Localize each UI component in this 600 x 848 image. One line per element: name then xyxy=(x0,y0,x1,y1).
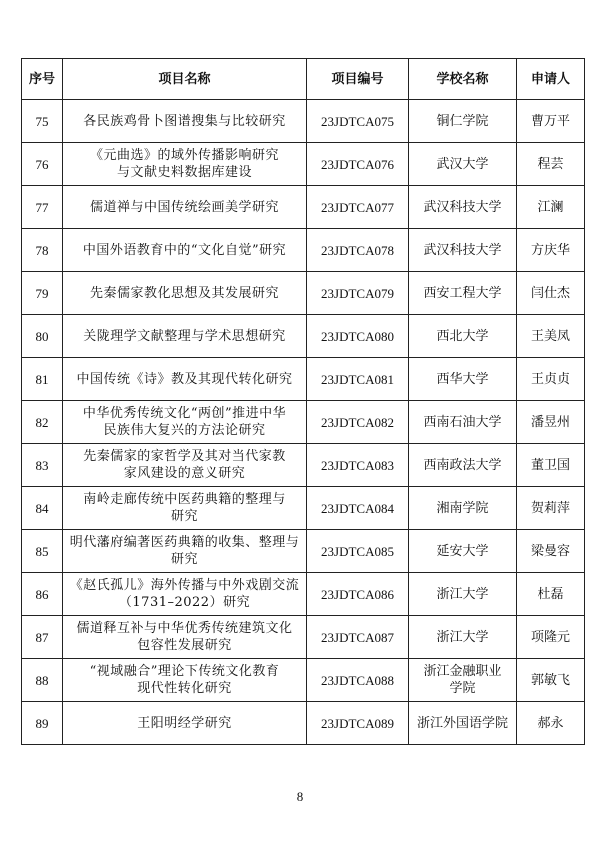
cell-applicant: 程芸 xyxy=(517,143,585,186)
table-row xyxy=(22,358,585,401)
cell-project-code: 23JDTCA078 xyxy=(307,229,409,272)
cell-applicant: 贺莉萍 xyxy=(517,487,585,530)
cell-school: 湘南学院 xyxy=(409,487,517,530)
cell-num: 78 xyxy=(22,229,63,272)
cell-applicant: 王贞贞 xyxy=(517,358,585,401)
table-body xyxy=(22,100,585,745)
cell-num: 83 xyxy=(22,444,63,487)
cell-school: 西华大学 xyxy=(409,358,517,401)
cell-num: 86 xyxy=(22,573,63,616)
table-row xyxy=(22,702,585,745)
cell-school: 浙江大学 xyxy=(409,573,517,616)
cell-applicant: 曹万平 xyxy=(517,100,585,143)
cell-school: 铜仁学院 xyxy=(409,100,517,143)
header-code: 项目编号 xyxy=(307,59,409,100)
cell-project-code: 23JDTCA081 xyxy=(307,358,409,401)
cell-num: 77 xyxy=(22,186,63,229)
table-row xyxy=(22,444,585,487)
cell-school: 浙江大学 xyxy=(409,616,517,659)
cell-school: 西安工程大学 xyxy=(409,272,517,315)
cell-applicant: 董卫国 xyxy=(517,444,585,487)
cell-school: 西南石油大学 xyxy=(409,401,517,444)
cell-num: 82 xyxy=(22,401,63,444)
cell-num: 88 xyxy=(22,659,63,702)
cell-applicant: 王美凤 xyxy=(517,315,585,358)
cell-project-code: 23JDTCA079 xyxy=(307,272,409,315)
cell-project-name: 王阳明经学研究 xyxy=(63,702,307,745)
cell-applicant: 闫仕杰 xyxy=(517,272,585,315)
cell-project-name: 《赵氏孤儿》海外传播与中外戏剧交流 （1731–2022）研究 xyxy=(63,573,307,616)
cell-project-code: 23JDTCA076 xyxy=(307,143,409,186)
cell-project-code: 23JDTCA083 xyxy=(307,444,409,487)
table-row xyxy=(22,530,585,573)
cell-project-name: 儒道释互补与中华优秀传统建筑文化 包容性发展研究 xyxy=(63,616,307,659)
cell-school: 武汉科技大学 xyxy=(409,229,517,272)
cell-project-code: 23JDTCA082 xyxy=(307,401,409,444)
cell-project-name: 中国外语教育中的“文化自觉”研究 xyxy=(63,229,307,272)
cell-project-name: 明代藩府编著医药典籍的收集、整理与 研究 xyxy=(63,530,307,573)
cell-project-code: 23JDTCA089 xyxy=(307,702,409,745)
cell-school: 武汉科技大学 xyxy=(409,186,517,229)
cell-project-name: 先秦儒家教化思想及其发展研究 xyxy=(63,272,307,315)
cell-num: 79 xyxy=(22,272,63,315)
cell-applicant: 郝永 xyxy=(517,702,585,745)
table-row xyxy=(22,616,585,659)
cell-school: 浙江外国语学院 xyxy=(409,702,517,745)
header-applicant: 申请人 xyxy=(517,59,585,100)
cell-num: 89 xyxy=(22,702,63,745)
cell-project-code: 23JDTCA077 xyxy=(307,186,409,229)
cell-applicant: 梁曼容 xyxy=(517,530,585,573)
cell-project-name: 关陇理学文献整理与学术思想研究 xyxy=(63,315,307,358)
cell-applicant: 潘昱州 xyxy=(517,401,585,444)
cell-project-code: 23JDTCA087 xyxy=(307,616,409,659)
cell-applicant: 杜磊 xyxy=(517,573,585,616)
cell-school: 武汉大学 xyxy=(409,143,517,186)
cell-num: 84 xyxy=(22,487,63,530)
cell-project-name: 中国传统《诗》教及其现代转化研究 xyxy=(63,358,307,401)
cell-project-name: “视域融合”理论下传统文化教育 现代性转化研究 xyxy=(63,659,307,702)
cell-num: 81 xyxy=(22,358,63,401)
cell-num: 80 xyxy=(22,315,63,358)
cell-num: 75 xyxy=(22,100,63,143)
cell-school: 西北大学 xyxy=(409,315,517,358)
cell-project-name: 先秦儒家的家哲学及其对当代家教 家风建设的意义研究 xyxy=(63,444,307,487)
cell-project-code: 23JDTCA085 xyxy=(307,530,409,573)
cell-project-code: 23JDTCA080 xyxy=(307,315,409,358)
cell-num: 87 xyxy=(22,616,63,659)
table-row xyxy=(22,229,585,272)
table-row xyxy=(22,100,585,143)
cell-project-code: 23JDTCA075 xyxy=(307,100,409,143)
project-table xyxy=(21,58,585,745)
cell-applicant: 方庆华 xyxy=(517,229,585,272)
table-row xyxy=(22,143,585,186)
cell-num: 85 xyxy=(22,530,63,573)
cell-project-code: 23JDTCA086 xyxy=(307,573,409,616)
header-num: 序号 xyxy=(22,59,63,100)
cell-project-name: 儒道禅与中国传统绘画美学研究 xyxy=(63,186,307,229)
cell-project-name: 各民族鸡骨卜图谱搜集与比较研究 xyxy=(63,100,307,143)
cell-project-code: 23JDTCA084 xyxy=(307,487,409,530)
header-name: 项目名称 xyxy=(63,59,307,100)
cell-school: 西南政法大学 xyxy=(409,444,517,487)
cell-applicant: 项隆元 xyxy=(517,616,585,659)
header-school: 学校名称 xyxy=(409,59,517,100)
table-row xyxy=(22,573,585,616)
table-header-row xyxy=(22,59,585,100)
cell-num: 76 xyxy=(22,143,63,186)
page-number: 8 xyxy=(296,789,304,804)
table-row xyxy=(22,659,585,702)
table-row xyxy=(22,401,585,444)
cell-applicant: 郭敏飞 xyxy=(517,659,585,702)
table-row xyxy=(22,272,585,315)
table-row xyxy=(22,487,585,530)
cell-project-code: 23JDTCA088 xyxy=(307,659,409,702)
cell-applicant: 江澜 xyxy=(517,186,585,229)
cell-project-name: 《元曲选》的域外传播影响研究 与文献史料数据库建设 xyxy=(63,143,307,186)
cell-project-name: 南岭走廊传统中医药典籍的整理与 研究 xyxy=(63,487,307,530)
table-row xyxy=(22,186,585,229)
cell-project-name: 中华优秀传统文化“两创”推进中华 民族伟大复兴的方法论研究 xyxy=(63,401,307,444)
table-row xyxy=(22,315,585,358)
cell-school: 延安大学 xyxy=(409,530,517,573)
cell-school: 浙江金融职业 学院 xyxy=(409,659,517,702)
